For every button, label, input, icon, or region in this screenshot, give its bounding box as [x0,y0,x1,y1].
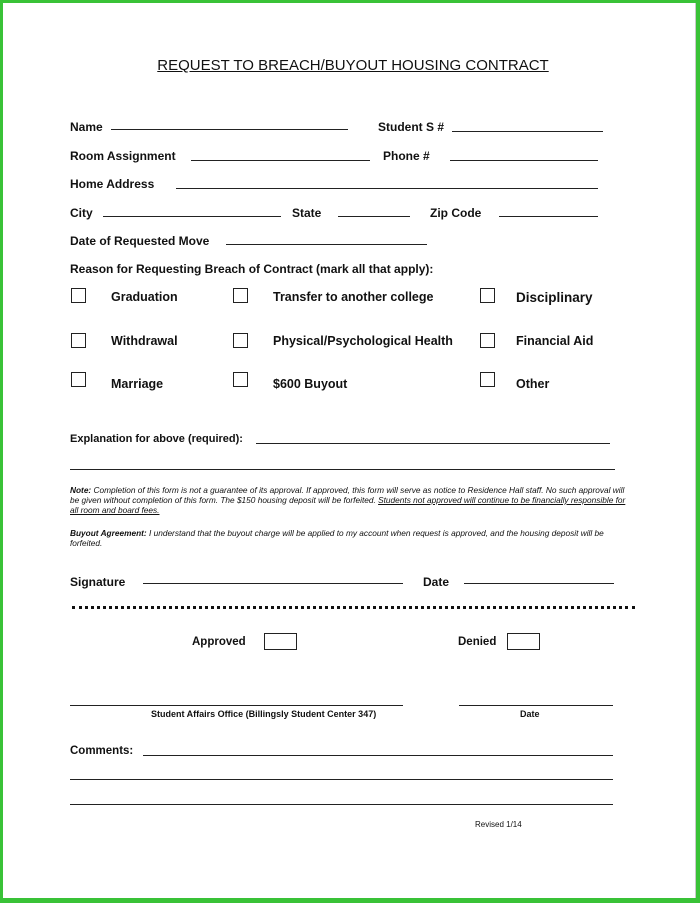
financial-aid-checkbox[interactable] [480,333,495,348]
comments-field[interactable] [143,755,613,756]
form-title: REQUEST TO BREACH/BUYOUT HOUSING CONTRACT [157,57,549,74]
buyout-agreement-text: I understand that the buyout charge will be applied to my account when request is approved, and the housing deposit will be forfeited. [70,528,604,548]
name-label: Name [70,120,103,134]
note-label: Note: [70,485,92,495]
room-assignment-label: Room Assignment [70,149,176,163]
name-field[interactable] [111,129,348,130]
office-date-caption: Date [520,709,540,719]
comments-field-line-3[interactable] [70,804,613,805]
approved-box[interactable] [264,633,297,650]
denied-box[interactable] [507,633,540,650]
buyout-agreement-label: Buyout Agreement: [70,528,147,538]
home-address-field[interactable] [176,188,598,189]
note-text: Completion of this form is not a guarantee of its approval. If approved, this form will serve as notice to Residence Hall staff. No such approval will be given without completion of this form. The $150 housing deposit will be forfeited. [70,485,625,505]
explanation-field-line-2[interactable] [70,469,615,470]
graduation-checkbox[interactable] [71,288,86,303]
other-label: Other [516,377,550,391]
note-underlined-text: Students not approved will continue to be financially responsible for all room and board fees. [70,495,626,515]
revised-note: Revised 1/14 [475,820,522,829]
city-field[interactable] [103,216,281,217]
buyout-checkbox[interactable] [233,372,248,387]
phone-field[interactable] [450,160,598,161]
state-field[interactable] [338,216,410,217]
phone-label: Phone # [383,149,430,163]
graduation-label: Graduation [111,290,178,304]
signature-label: Signature [70,575,126,589]
comments-field-line-2[interactable] [70,779,613,780]
signature-date-label: Date [423,575,450,589]
comments-label: Comments: [70,745,134,757]
marriage-checkbox[interactable] [71,372,86,387]
signature-date-field[interactable] [464,583,614,584]
disciplinary-label: Disciplinary [516,290,593,305]
financial-aid-label: Financial Aid [516,334,594,348]
explanation-field[interactable] [256,443,610,444]
state-label: State [292,206,322,220]
health-checkbox[interactable] [233,333,248,348]
student-id-label: Student S # [378,120,445,134]
city-label: City [70,206,93,220]
denied-label: Denied [458,636,497,648]
explanation-label: Explanation for above (required): [70,433,243,445]
buyout-agreement-paragraph [70,528,630,548]
student-id-field[interactable] [452,131,603,132]
marriage-label: Marriage [111,377,164,391]
move-date-label: Date of Requested Move [70,234,210,248]
zip-field[interactable] [499,216,598,217]
reason-heading: Reason for Requesting Breach of Contract (mark all that apply): [70,262,434,276]
office-caption: Student Affairs Office (Billingsly Student Center 347) [151,709,377,719]
zip-label: Zip Code [430,206,482,220]
home-address-label: Home Address [70,177,155,191]
note-paragraph [70,485,630,515]
office-signature-field[interactable] [70,705,403,706]
move-date-field[interactable] [226,244,427,245]
health-label: Physical/Psychological Health [273,334,453,348]
withdrawal-checkbox[interactable] [71,333,86,348]
room-assignment-field[interactable] [191,160,370,161]
disciplinary-checkbox[interactable] [480,288,495,303]
signature-field[interactable] [143,583,403,584]
withdrawal-label: Withdrawal [111,334,178,348]
transfer-checkbox[interactable] [233,288,248,303]
office-use-separator [72,606,635,609]
approved-label: Approved [192,636,246,648]
form-page [3,3,696,898]
other-checkbox[interactable] [480,372,495,387]
buyout-label: $600 Buyout [273,377,348,391]
transfer-label: Transfer to another college [273,290,434,304]
office-date-field[interactable] [459,705,613,706]
